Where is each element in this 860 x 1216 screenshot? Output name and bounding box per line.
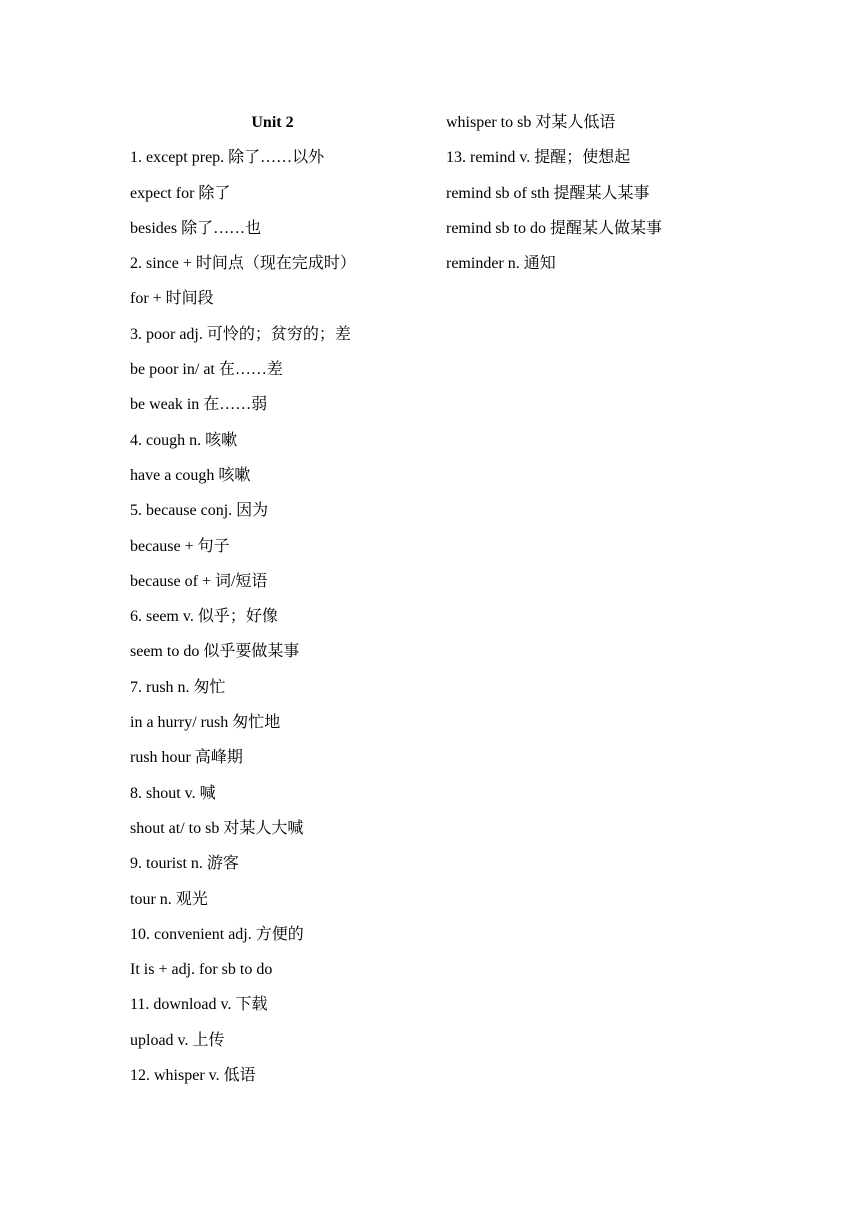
vocab-line: 8. shout v. 喊 <box>130 784 216 802</box>
vocab-line: tour n. 观光 <box>130 890 208 908</box>
vocab-line: besides 除了……也 <box>130 219 262 237</box>
vocab-line: remind sb to do 提醒某人做某事 <box>446 219 662 237</box>
vocab-line: 13. remind v. 提醒；使想起 <box>446 149 631 167</box>
vocab-line: shout at/ to sb 对某人大喊 <box>130 819 304 837</box>
vocab-line: 12. whisper v. 低语 <box>130 1067 256 1085</box>
vocab-line: because + 句子 <box>130 537 230 555</box>
vocab-line: whisper to sb 对某人低语 <box>446 114 616 131</box>
right-column <box>446 109 746 285</box>
vocab-line: 9. tourist n. 游客 <box>130 855 239 873</box>
vocab-line: seem to do 似乎要做某事 <box>130 643 300 661</box>
vocab-line: expect for 除了 <box>130 184 231 202</box>
vocab-line: remind sb of sth 提醒某人某事 <box>446 184 650 202</box>
vocab-line: reminder n. 通知 <box>446 255 556 273</box>
vocab-line: in a hurry/ rush 匆忙地 <box>130 714 281 732</box>
vocab-line: 10. convenient adj. 方便的 <box>130 925 304 943</box>
vocab-line: 7. rush n. 匆忙 <box>130 678 226 696</box>
vocab-line: 6. seem v. 似乎；好像 <box>130 608 278 626</box>
vocab-line: It is + adj. for sb to do <box>130 961 273 979</box>
unit-title: Unit 2 <box>251 114 294 131</box>
vocab-line: upload v. 上传 <box>130 1031 225 1049</box>
vocab-line: rush hour 高峰期 <box>130 749 243 767</box>
vocab-line: 2. since + 时间点（现在完成时） <box>130 255 356 273</box>
vocab-line: be poor in/ at 在……差 <box>130 361 283 379</box>
vocab-line: have a cough 咳嗽 <box>130 466 251 484</box>
left-column <box>130 109 410 1097</box>
vocab-line: 5. because conj. 因为 <box>130 502 269 520</box>
vocab-line: be weak in 在……弱 <box>130 396 268 414</box>
vocab-line: 3. poor adj. 可怜的；贫穷的；差 <box>130 325 351 343</box>
vocab-line: 1. except prep. 除了……以外 <box>130 149 325 167</box>
vocab-line: 11. download v. 下载 <box>130 996 268 1014</box>
vocab-line: because of + 词/短语 <box>130 572 268 590</box>
vocab-line: 4. cough n. 咳嗽 <box>130 431 238 449</box>
vocab-line: for + 时间段 <box>130 290 214 308</box>
